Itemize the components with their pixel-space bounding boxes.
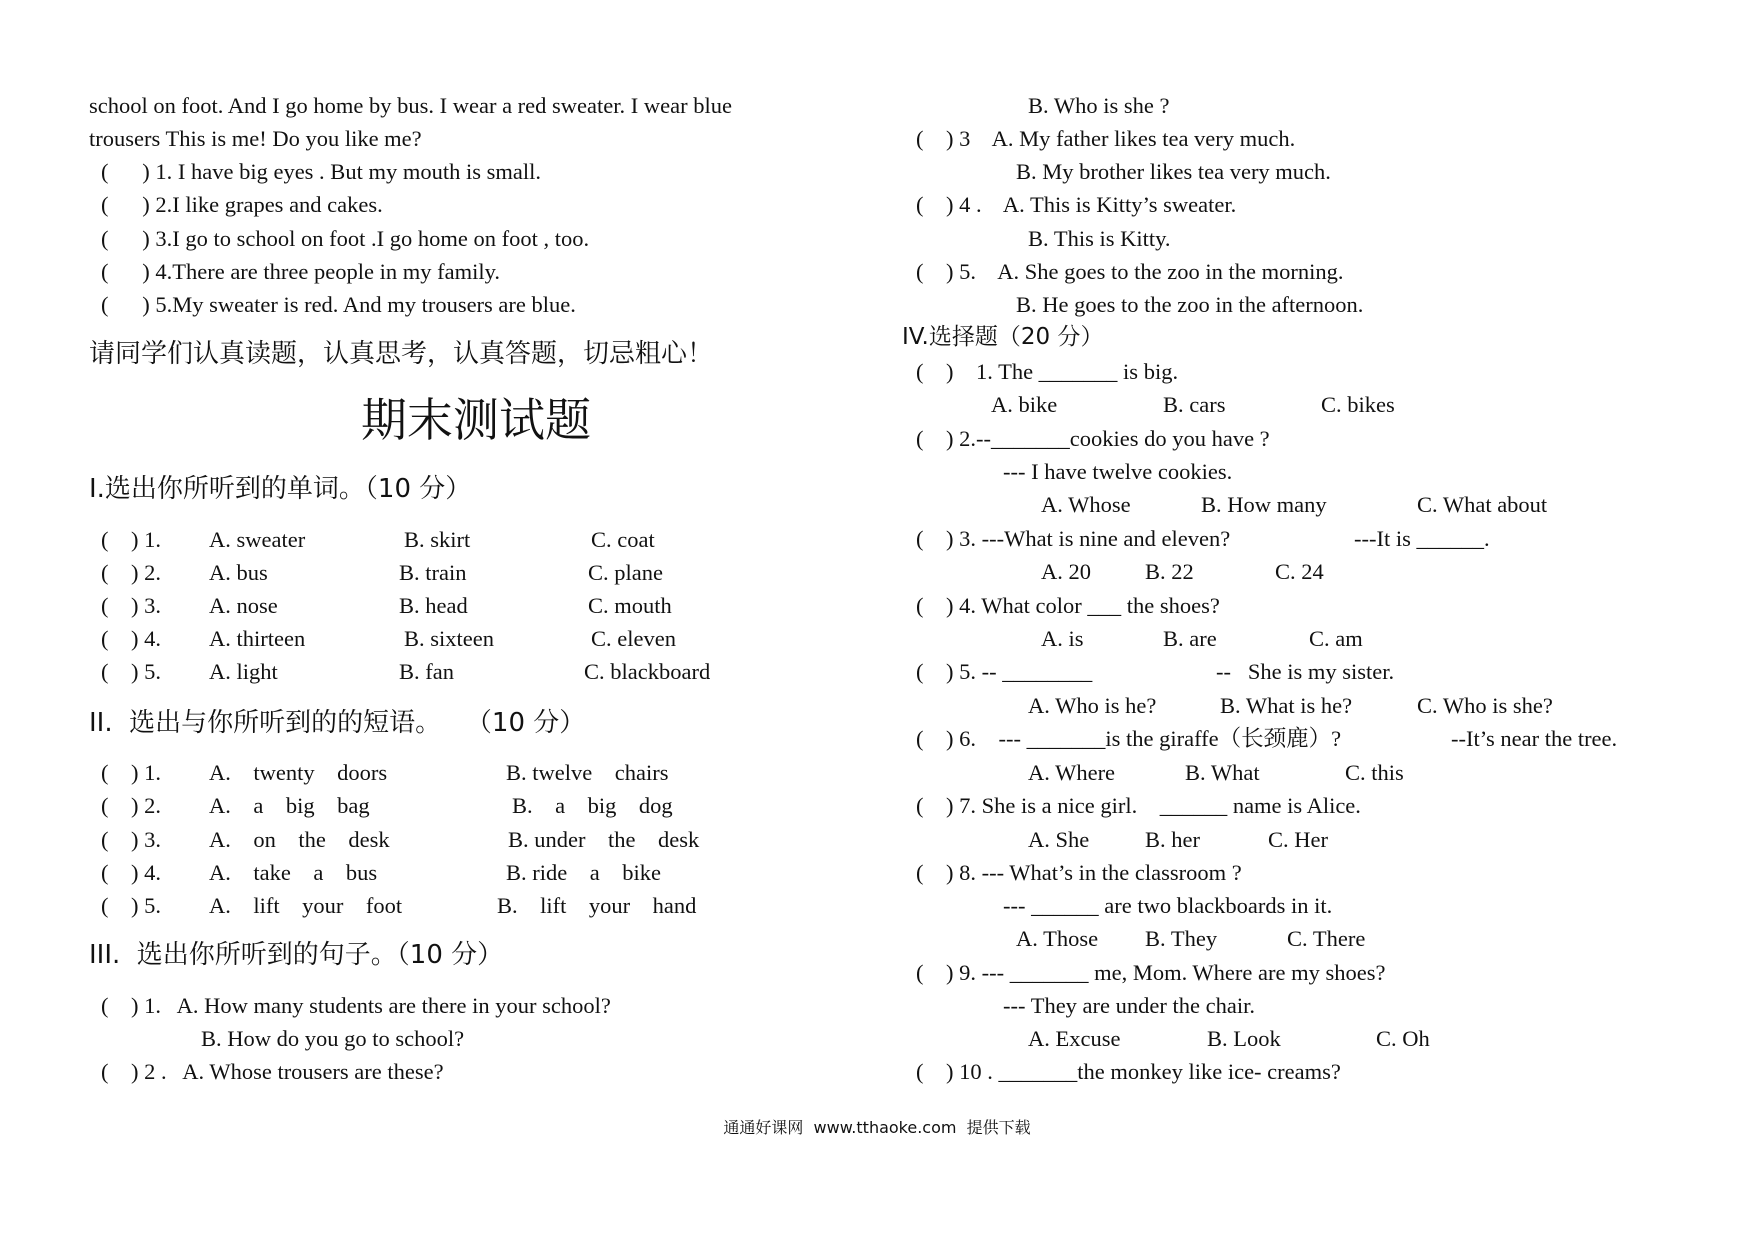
s1-row-5-a: A. light [209, 659, 278, 684]
q7-option-b: B. her [1145, 827, 1200, 852]
s1-row-1-c: C. coat [591, 527, 655, 552]
s2-row-2-a: A. a big bag [209, 793, 370, 818]
q2-answer: --- I have twelve cookies. [1003, 459, 1233, 484]
q1-question: ( ) 1. The _______ is big. [916, 359, 1179, 384]
q6-question: ( ) 6. --- _______is the giraffe（长颈鹿）? [916, 726, 1342, 751]
tf-item-1: ( ) 1. I have big eyes . But my mouth is small. [101, 159, 541, 184]
s2-row-3-a: A. on the desk [209, 827, 390, 852]
tf-item-5: ( ) 5.My sweater is red. And my trousers are blue. [101, 292, 576, 317]
q8-option-c: C. There [1287, 926, 1366, 951]
s1-row-3-a: A. nose [209, 593, 278, 618]
s2-row-2-b: B. a big dog [512, 793, 673, 818]
q2-option-b: B. How many [1201, 492, 1327, 517]
tf-item-4: ( ) 4.There are three people in my family. [101, 259, 501, 284]
s2-row-1-number: ( ) 1. [101, 760, 161, 785]
s2-row-3-number: ( ) 3. [101, 827, 161, 852]
q3-reply: ---It is ______. [1354, 526, 1490, 551]
q6-option-b: B. What [1185, 760, 1260, 785]
s1-row-3-b: B. head [399, 593, 468, 618]
s1-row-1-a: A. sweater [209, 527, 306, 552]
q7-question: ( ) 7. She is a nice girl. ______ name is Alice. [916, 793, 1361, 818]
s1-row-5-number: ( ) 5. [101, 659, 161, 684]
footer-credit: 通通好课网 www.tthaoke.com 提供下载 [723, 1118, 1031, 1137]
s1-row-2-c: C. plane [588, 560, 663, 585]
s2-row-2-number: ( ) 2. [101, 793, 161, 818]
s2-row-4-number: ( ) 4. [101, 860, 161, 885]
s3-item-3-a: ( ) 3 A. My father likes tea very much. [916, 126, 1296, 151]
q5-reply: -- She is my sister. [1216, 659, 1395, 684]
s1-row-2-b: B. train [399, 560, 467, 585]
s1-row-4-number: ( ) 4. [101, 626, 161, 651]
s2-row-5-a: A. lift your foot [209, 893, 403, 918]
q4-question: ( ) 4. What color ___ the shoes? [916, 593, 1220, 618]
s3-item-5-a: ( ) 5. A. She goes to the zoo in the morning. [916, 259, 1344, 284]
s2-row-5-b: B. lift your hand [497, 893, 697, 918]
s1-row-1-b: B. skirt [404, 527, 471, 552]
q2-option-a: A. Whose [1041, 492, 1131, 517]
s3-item-3-b: B. My brother likes tea very much. [1016, 159, 1331, 184]
q10-question: ( ) 10 . _______the monkey like ice- creams? [916, 1059, 1341, 1084]
s1-row-1-number: ( ) 1. [101, 527, 161, 552]
q5-option-a: A. Who is he? [1028, 693, 1157, 718]
q3-question: ( ) 3. ---What is nine and eleven? [916, 526, 1231, 551]
s2-row-4-b: B. ride a bike [506, 860, 661, 885]
q5-option-c: C. Who is she? [1417, 693, 1553, 718]
s3-item-2-b: B. Who is she ? [1028, 93, 1170, 118]
page-title: 期末测试题 [361, 393, 591, 447]
q8-option-b: B. They [1145, 926, 1218, 951]
s2-row-5-number: ( ) 5. [101, 893, 161, 918]
q9-option-b: B. Look [1207, 1026, 1281, 1051]
s1-row-4-b: B. sixteen [404, 626, 494, 651]
q8-option-a: A. Those [1016, 926, 1099, 951]
tf-item-2: ( ) 2.I like grapes and cakes. [101, 192, 383, 217]
s1-row-3-c: C. mouth [588, 593, 672, 618]
q8-question: ( ) 8. --- What’s in the classroom ? [916, 860, 1242, 885]
s1-row-2-number: ( ) 2. [101, 560, 161, 585]
q4-option-a: A. is [1041, 626, 1084, 651]
s3-item-2-a: ( ) 2 . A. Whose trousers are these? [101, 1059, 444, 1084]
q6-option-c: C. this [1345, 760, 1404, 785]
q7-option-c: C. Her [1268, 827, 1328, 852]
passage-line-1: school on foot. And I go home by bus. I wear a red sweater. I wear blue [89, 93, 732, 118]
q3-option-a: A. 20 [1041, 559, 1091, 584]
section-1-heading: I.选出你所听到的单词。（10 分） [89, 474, 472, 504]
s3-item-4-b: B. This is Kitty. [1028, 226, 1171, 251]
s1-row-5-c: C. blackboard [584, 659, 711, 684]
q1-option-a: A. bike [991, 392, 1058, 417]
q5-question: ( ) 5. -- ________ [916, 659, 1093, 684]
q4-option-b: B. are [1163, 626, 1217, 651]
s3-item-5-b: B. He goes to the zoo in the afternoon. [1016, 292, 1364, 317]
s1-row-2-a: A. bus [209, 560, 268, 585]
q3-option-b: B. 22 [1145, 559, 1194, 584]
section-4-heading: IV.选择题（20 分） [902, 324, 1104, 350]
tf-item-3: ( ) 3.I go to school on foot .I go home on foot , too. [101, 226, 590, 251]
s2-row-3-b: B. under the desk [508, 827, 700, 852]
passage-line-2: trousers This is me! Do you like me? [89, 126, 422, 151]
q1-option-c: C. bikes [1321, 392, 1395, 417]
s1-row-4-a: A. thirteen [209, 626, 306, 651]
reminder-text: 请同学们认真读题，认真思考，认真答题，切忌粗心！ [89, 339, 714, 369]
q2-question: ( ) 2.--_______cookies do you have ? [916, 426, 1270, 451]
s3-item-4-a: ( ) 4 . A. This is Kitty’s sweater. [916, 192, 1237, 217]
q9-answer: --- They are under the chair. [1003, 993, 1255, 1018]
q5-option-b: B. What is he? [1220, 693, 1353, 718]
q9-question: ( ) 9. --- _______ me, Mom. Where are my shoes? [916, 960, 1386, 985]
s1-row-3-number: ( ) 3. [101, 593, 161, 618]
s3-item-1-b: B. How do you go to school? [201, 1026, 465, 1051]
q2-option-c: C. What about [1417, 492, 1548, 517]
s1-row-4-c: C. eleven [591, 626, 676, 651]
s2-row-1-b: B. twelve chairs [506, 760, 669, 785]
q8-answer: --- ______ are two blackboards in it. [1003, 893, 1333, 918]
q3-option-c: C. 24 [1275, 559, 1324, 584]
section-2-heading: II. 选出与你所听到的的短语。 （10 分） [89, 708, 586, 738]
s2-row-4-a: A. take a bus [209, 860, 378, 885]
s3-item-1-a: ( ) 1. A. How many students are there in your school? [101, 993, 611, 1018]
q4-option-c: C. am [1309, 626, 1363, 651]
q9-option-a: A. Excuse [1028, 1026, 1121, 1051]
s2-row-1-a: A. twenty doors [209, 760, 388, 785]
q1-option-b: B. cars [1163, 392, 1226, 417]
s1-row-5-b: B. fan [399, 659, 454, 684]
q6-option-a: A. Where [1028, 760, 1116, 785]
q6-reply: --It’s near the tree. [1451, 726, 1618, 751]
q9-option-c: C. Oh [1376, 1026, 1430, 1051]
q7-option-a: A. She [1028, 827, 1090, 852]
section-3-heading: III. 选出你所听到的句子。（10 分） [89, 940, 504, 970]
